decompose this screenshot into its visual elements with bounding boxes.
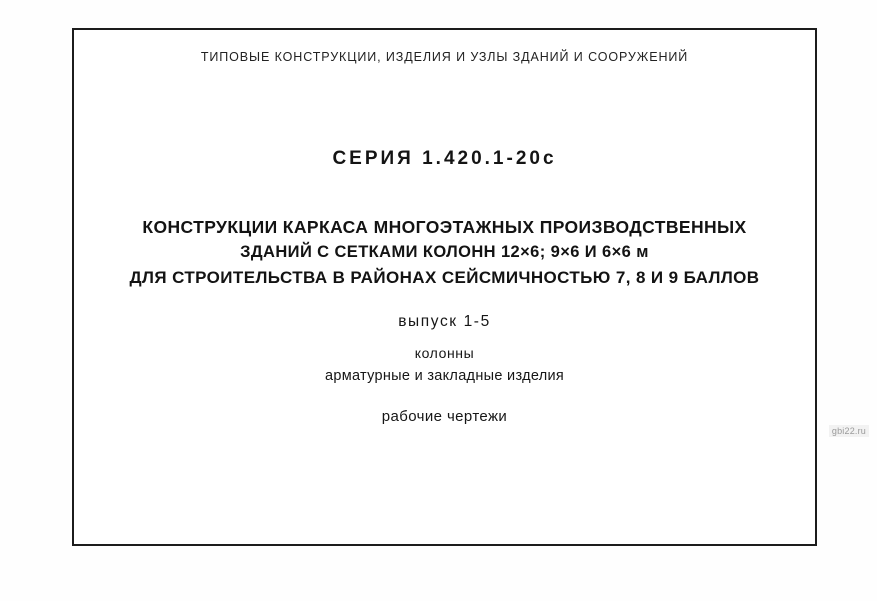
document-header-line: ТИПОВЫЕ КОНСТРУКЦИИ, ИЗДЕЛИЯ И УЗЛЫ ЗДАНИЙ И СООРУЖЕНИЙ [200, 50, 689, 64]
working-drawings-label: рабочие чертежи [381, 408, 508, 425]
issue-number: выпуск 1-5 [398, 313, 491, 330]
site-watermark: gbi22.ru [829, 425, 869, 437]
title-page-content [74, 30, 815, 544]
title-page-frame [72, 28, 817, 546]
title-line-1: КОНСТРУКЦИИ КАРКАСА МНОГОЭТАЖНЫХ ПРОИЗВОДСТВЕННЫХ [142, 217, 747, 237]
series-number: СЕРИЯ 1.420.1-20с [332, 148, 557, 169]
subtitle-columns: колонны [414, 345, 475, 361]
subtitle-reinforcement-products: арматурные и закладные изделия [324, 368, 565, 384]
document-title-block [74, 215, 815, 290]
title-line-3: ДЛЯ СТРОИТЕЛЬСТВА В РАЙОНАХ СЕЙСМИЧНОСТЬЮ 7, 8 И 9 БАЛЛОВ [129, 268, 760, 287]
title-line-2: ЗДАНИЙ С СЕТКАМИ КОЛОНН 12×6; 9×6 И 6×6 м [240, 243, 649, 261]
